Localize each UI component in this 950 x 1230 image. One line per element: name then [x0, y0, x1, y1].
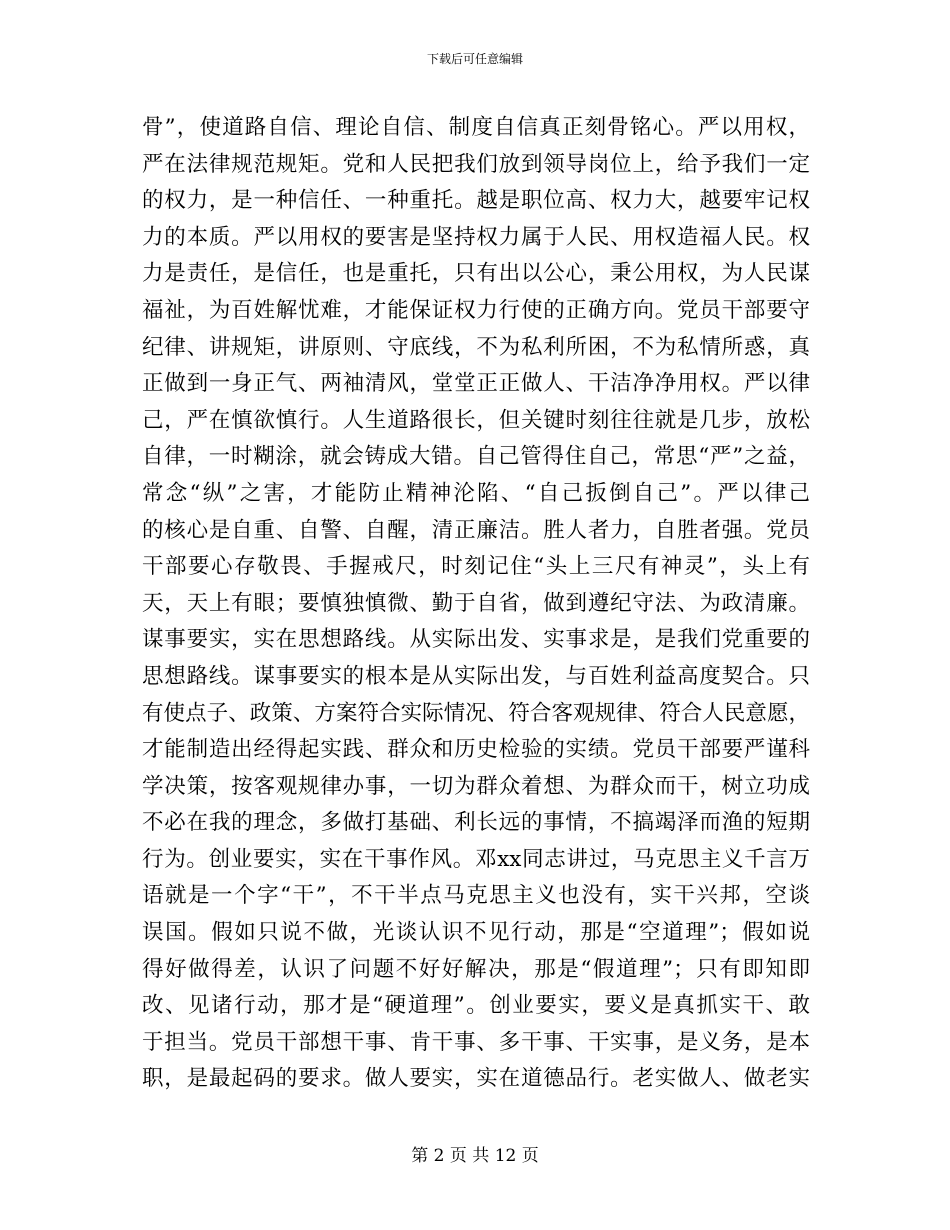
- body-line: 才能制造出经得起实践、群众和历史检验的实绩。党员干部要严谨科: [142, 737, 810, 763]
- body-line: 福祉，为百姓解忧难，才能保证权力行使的正确方向。党员干部要守: [142, 297, 810, 323]
- body-line: 行为。创业要实，实在干事作风。邓xx同志讲过，马克思主义千言万: [142, 846, 810, 872]
- body-line: 自律，一时糊涂，就会铸成大错。自己管得住自己，常思“严”之益，: [142, 444, 810, 470]
- body-line: 职，是最起码的要求。做人要实，实在道德品行。老实做人、做老实: [142, 1066, 810, 1092]
- page-header: 下载后可任意编辑: [426, 52, 523, 66]
- body-line: 骨”，使道路自信、理论自信、制度自信真正刻骨铭心。严以用权，: [142, 115, 810, 140]
- body-line: 误国。假如只说不做，光谈认识不见行动，那是“空道理”；假如说: [142, 920, 810, 946]
- body-line: 天，天上有眼；要慎独慎微、勤于自省，做到遵纪守法、为政清廉。: [142, 590, 810, 616]
- body-line: 常念“纵”之害，才能防止精神沦陷、“自己扳倒自己”。严以律己: [142, 480, 810, 506]
- body-line: 的权力，是一种信任、一种重托。越是职位高、权力大，越要牢记权: [142, 188, 810, 214]
- body-line: 干部要心存敬畏、手握戒尺，时刻记住“头上三尺有神灵”，头上有: [142, 554, 810, 580]
- body-line: 学决策，按客观规律办事，一切为群众着想、为群众而干，树立功成: [142, 773, 810, 799]
- body-line: 谋事要实，实在思想路线。从实际出发、实事求是，是我们党重要的: [142, 627, 810, 653]
- body-line: 于担当。党员干部想干事、肯干事、多干事、干实事，是义务，是本: [142, 1029, 810, 1055]
- body-line: 己，严在慎欲慎行。人生道路很长，但关键时刻往往就是几步，放松: [142, 407, 810, 433]
- body-line: 语就是一个字“干”，不干半点马克思主义也没有，实干兴邦，空谈: [142, 883, 810, 909]
- body-line: 纪律、讲规矩，讲原则、守底线，不为私利所困，不为私情所惑，真: [142, 334, 810, 360]
- body-line: 思想路线。谋事要实的根本是从实际出发，与百姓利益高度契合。只: [142, 663, 810, 689]
- body-line: 严在法律规范规矩。党和人民把我们放到领导岗位上，给予我们一定: [142, 151, 810, 177]
- body-line: 力的本质。严以用权的要害是坚持权力属于人民、用权造福人民。权: [142, 224, 810, 250]
- body-line: 力是责任，是信任，也是重托，只有出以公心，秉公用权，为人民谋: [142, 261, 810, 287]
- document-body: [142, 110, 810, 1098]
- body-line: 改、见诸行动，那才是“硬道理”。创业要实，要义是真抓实干、敢: [142, 993, 810, 1019]
- body-line: 得好做得差，认识了问题不好好解决，那是“假道理”；只有即知即: [142, 956, 810, 982]
- body-line: 正做到一身正气、两袖清风，堂堂正正做人、干洁净净用权。严以律: [142, 371, 810, 397]
- body-line: 不必在我的理念，多做打基础、利长远的事情，不搞竭泽而渔的短期: [142, 810, 810, 836]
- body-line: 有使点子、政策、方案符合实际情况、符合客观规律、符合人民意愿，: [142, 700, 810, 726]
- body-line: 的核心是自重、自警、自醒，清正廉洁。胜人者力，自胜者强。党员: [142, 517, 810, 543]
- page-footer: 第 2 页 共 12 页: [411, 1146, 539, 1166]
